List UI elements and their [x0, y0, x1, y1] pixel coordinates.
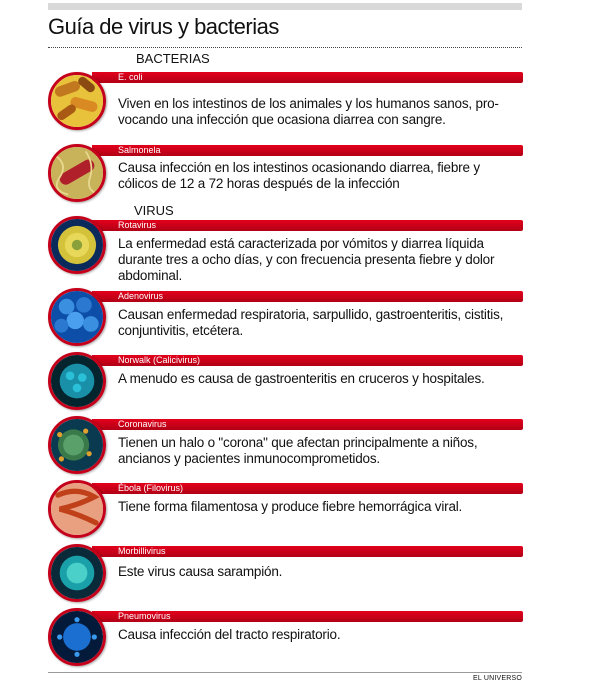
morbillivirus-description: Este virus causa sarampión. — [118, 564, 283, 579]
adenovirus-image — [48, 288, 106, 346]
rotavirus-image — [48, 216, 106, 274]
title-divider — [48, 47, 522, 48]
ebola-name-bar — [92, 483, 523, 494]
coronavirus-image — [48, 416, 106, 474]
coronavirus-name-bar — [92, 419, 523, 430]
morbillivirus-name-bar — [92, 546, 523, 557]
pneumovirus-image — [48, 608, 106, 666]
pneumovirus-name: Pneumovirus — [118, 611, 171, 621]
norwalk-name: Norwalk (Calicivirus) — [118, 355, 201, 365]
credit-text: EL UNIVERSO — [472, 675, 522, 682]
norwalk-image — [48, 352, 106, 410]
rotavirus-description: La enfermedad está caracterizada por vómitos y diarrea líquida durante tres a ocho días, y con frecuencia presenta fiebre y dolor abdominal. — [118, 236, 495, 283]
section-bacterias-heading: BACTERIAS — [136, 51, 210, 66]
pneumovirus-description: Causa infección del tracto respiratorio. — [118, 627, 341, 642]
adenovirus-name-bar — [92, 291, 523, 302]
section-virus-heading: VIRUS — [134, 203, 174, 218]
salmonela-name: Salmonela — [118, 145, 161, 155]
page-title: Guía de virus y bacterias — [48, 14, 279, 39]
pneumovirus-name-bar — [92, 611, 523, 622]
ecoli-description: Viven en los intestinos de los animales y los humanos sanos, pro-vocando una infección que ocasiona diarrea con sangre. — [118, 96, 499, 127]
norwalk-description: A menudo es causa de gastroenteritis en cruceros y hospitales. — [118, 371, 485, 386]
rotavirus-name: Rotavirus — [118, 220, 157, 230]
salmonela-description: Causa infección en los intestinos ocasionando diarrea, fiebre y cólicos de 12 a 72 horas después de la infección — [118, 160, 480, 191]
ecoli-image — [48, 72, 106, 130]
ebola-description: Tiene forma filamentosa y produce fiebre hemorrágica viral. — [118, 499, 463, 514]
rotavirus-name-bar — [92, 220, 523, 231]
header-bar — [48, 3, 522, 10]
morbillivirus-name: Morbillivirus — [118, 546, 166, 556]
ecoli-name-bar — [92, 72, 523, 83]
ebola-image — [48, 480, 106, 538]
salmonela-name-bar — [92, 145, 523, 156]
adenovirus-name: Adenovirus — [118, 291, 164, 301]
footer-divider — [48, 672, 522, 673]
morbillivirus-image — [48, 544, 106, 602]
coronavirus-name: Coronavirus — [118, 419, 167, 429]
ebola-name: Ébola (Filovirus) — [118, 483, 184, 493]
coronavirus-description: Tienen un halo o "corona" que afectan principalmente a niños, ancianos y pacientes inmunocomprometidos. — [118, 435, 478, 466]
adenovirus-description: Causan enfermedad respiratoria, sarpullido, gastroenteritis, cistitis, conjuntivitis, etcétera. — [118, 307, 504, 338]
norwalk-name-bar — [92, 355, 523, 366]
ecoli-name: E. coli — [118, 72, 143, 82]
salmonela-image — [48, 144, 106, 202]
